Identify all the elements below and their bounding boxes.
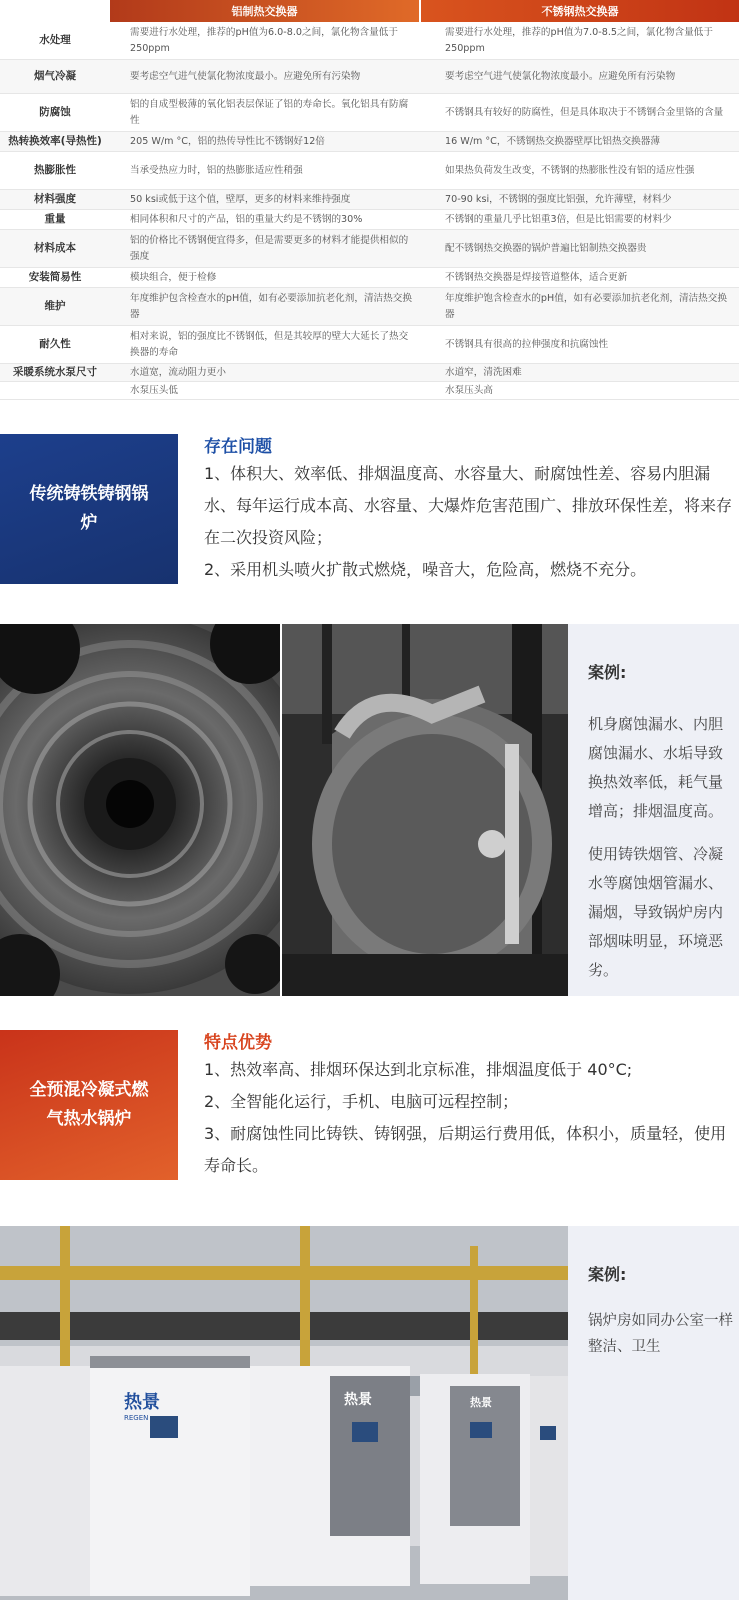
advantage-point: 3、耐腐蚀性同比铸铁、铸钢强，后期运行费用低，体积小，质量轻，使用寿命长。 <box>204 1124 727 1175</box>
header-blank <box>0 0 110 22</box>
aluminum-cell: 铝的价格比不锈钢便宜得多，但是需要更多的材料才能提供相似的强度 <box>130 234 409 262</box>
aluminum-cell: 需要进行水处理，推荐的pH值为6.0-8.0之间，氯化物含量低于250ppm <box>130 26 398 54</box>
stainless-cell: 不锈钢具有较好的防腐性，但是具体取决于不锈钢合金里铬的含量 <box>445 106 724 118</box>
problems-body <box>204 458 734 586</box>
stainless-cell: 水泵压头高 <box>445 384 493 396</box>
row-label: 热膨胀性 <box>34 164 76 177</box>
aluminum-cell: 205 W/m °C，铝的热传导性比不锈钢好12倍 <box>130 135 325 147</box>
brand-logo-1-sub: REGEN <box>124 1414 149 1422</box>
problem-point: 2、采用机头喷火扩散式燃烧，噪音大，危险高，燃烧不充分。 <box>204 560 647 579</box>
comparison-table <box>0 0 739 400</box>
table-row <box>0 326 739 364</box>
case-text <box>588 1308 734 1374</box>
traditional-boiler-label <box>0 434 178 584</box>
aluminum-cell: 铝的自成型极薄的氧化铝表层保证了铝的寿命长。氧化铝具有防腐性 <box>130 98 409 126</box>
table-row <box>0 288 739 326</box>
problems-title: 存在问题 <box>204 437 272 457</box>
problem-point: 1、体积大、效率低、排烟温度高、水容量大、耐腐蚀性差、容易内胆漏水、每年运行成本高、水容量、大爆炸危害范围广、排放环保性差，将来存在二次投资风险； <box>204 464 733 547</box>
table-row <box>0 132 739 152</box>
case-corroded <box>568 624 739 996</box>
comparison-body <box>0 22 739 400</box>
brand-logo-1: 热景 <box>124 1392 160 1413</box>
table-row <box>0 382 739 400</box>
case-paragraph: 使用铸铁烟管、冷凝水等腐蚀烟管漏水、漏烟，导致锅炉房内部烟味明显，环境恶劣。 <box>588 845 724 979</box>
row-label: 热转换效率(导热性) <box>8 135 102 148</box>
stainless-cell: 年度维护饱含检查水的pH值，如有必要添加抗老化剂，清洁热交换器 <box>445 292 727 320</box>
stainless-cell: 要考虑空气进气使氯化物浓度最小。应避免所有污染物 <box>445 70 676 82</box>
case-text <box>588 710 734 999</box>
row-label <box>0 382 110 399</box>
stainless-cell: 配不锈钢热交换器的锅炉普遍比铝制热交换器贵 <box>445 242 647 254</box>
advantage-point: 1、热效率高、排烟环保达到北京标准，排烟温度低于 40°C; <box>204 1060 633 1079</box>
boiler-room-photo <box>0 1226 568 1600</box>
advantage-point: 2、全智能化运行，手机、电脑可远程控制； <box>204 1092 519 1111</box>
stainless-cell: 不锈钢具有很高的拉伸强度和抗腐蚀性 <box>445 338 609 350</box>
row-label: 安装简易性 <box>28 271 82 284</box>
stainless-cell: 16 W/m °C，不锈钢热交换器壁厚比铝热交换器薄 <box>445 135 660 147</box>
table-row <box>0 22 739 60</box>
aluminum-cell: 50 ksi或低于这个值，壁厚，更多的材料来维持强度 <box>130 193 351 205</box>
row-label: 材料强度 <box>34 193 76 206</box>
row-label: 耐久性 <box>39 338 71 351</box>
table-row <box>0 364 739 382</box>
aluminum-cell: 当承受热应力时，铝的热膨胀适应性稍强 <box>130 164 303 176</box>
stainless-cell: 70-90 ksi，不锈钢的强度比铝强，允许薄壁，材料少 <box>445 193 672 205</box>
brand-logo-3: 热景 <box>470 1396 492 1409</box>
table-row <box>0 230 739 268</box>
aluminum-cell: 水道宽，流动阻力更小 <box>130 366 226 378</box>
row-label: 水处理 <box>39 34 71 47</box>
header-aluminum: 铝制热交换器 <box>110 0 421 22</box>
case-paragraph: 机身腐蚀漏水、内胆腐蚀漏水、水垢导致换热效率低，耗气量增高；排烟温度高。 <box>588 715 724 820</box>
case-clean-room <box>568 1226 739 1600</box>
row-label: 烟气冷凝 <box>34 70 76 83</box>
row-label: 采暖系统水泵尺寸 <box>13 366 97 379</box>
premix-label-text: 全预混冷凝式燃气热水锅炉 <box>29 1080 149 1129</box>
stainless-cell: 需要进行水处理，推荐的pH值为7.0-8.5之间，氯化物含量低于250ppm <box>445 26 713 54</box>
row-label: 防腐蚀 <box>39 106 71 119</box>
old-boiler-photo <box>282 624 568 996</box>
premix-boiler-label <box>0 1030 178 1180</box>
advantages-title: 特点优势 <box>204 1033 272 1053</box>
case-title: 案例: <box>588 663 627 682</box>
advantages-body <box>204 1054 734 1182</box>
table-row <box>0 190 739 210</box>
row-label: 材料成本 <box>34 242 76 255</box>
stainless-cell: 不锈钢的重量几乎比铝重3倍，但是比铝需要的材料少 <box>445 213 672 225</box>
comparison-header <box>0 0 739 22</box>
aluminum-cell: 相对来说，铝的强度比不锈钢低，但是其较厚的壁大大延长了热交换器的寿命 <box>130 330 409 358</box>
stainless-cell: 如果热负荷发生改变，不锈钢的热膨胀性没有铝的适应性强 <box>445 164 695 176</box>
stainless-cell: 不锈钢热交换器是焊接管道整体，适合更新 <box>445 271 628 283</box>
header-stainless: 不锈钢热交换器 <box>421 0 739 22</box>
table-row <box>0 152 739 190</box>
aluminum-cell: 模块组合，便于检修 <box>130 271 217 283</box>
aluminum-cell: 水泵压头低 <box>130 384 178 396</box>
aluminum-cell: 年度维护包含检查水的pH值，如有必要添加抗老化剂，清洁热交换器 <box>130 292 412 320</box>
aluminum-cell: 相同体积和尺寸的产品，铝的重量大约是不锈钢的30% <box>130 213 363 225</box>
brand-logo-2: 热景 <box>344 1392 372 1408</box>
case-paragraph: 锅炉房如同办公室一样整洁、卫生 <box>588 1313 733 1355</box>
table-row <box>0 94 739 132</box>
traditional-label-text: 传统铸铁铸钢锅炉 <box>29 484 149 533</box>
row-label: 维护 <box>44 300 66 313</box>
corroded-tube-photo <box>0 624 280 996</box>
table-row <box>0 60 739 94</box>
case-title: 案例: <box>588 1265 627 1284</box>
table-row <box>0 268 739 288</box>
aluminum-cell: 要考虑空气进气使氯化物浓度最小。应避免所有污染物 <box>130 70 361 82</box>
row-label: 重量 <box>44 213 66 226</box>
table-row <box>0 210 739 230</box>
stainless-cell: 水道窄，清洗困难 <box>445 366 522 378</box>
